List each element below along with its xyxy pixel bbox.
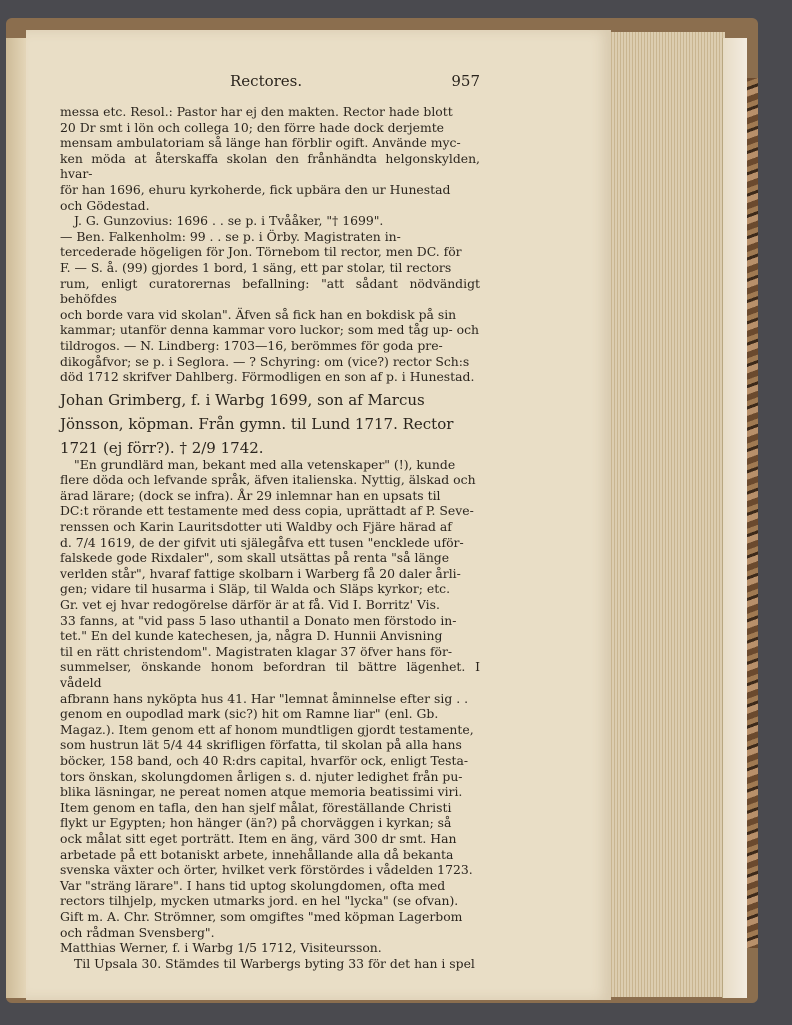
text-line: verlden står", hvaraf fattige skolbarn i Warberg få 20 daler årli-	[60, 565, 461, 581]
text-line: svenska växter och örter, hvilket verk förstördes i vådelden 1723.	[60, 862, 473, 878]
text-line: ock målat sitt eget porträtt. Item en äng, värd 300 dr smt. Han	[60, 830, 457, 846]
text-line: Til Upsala 30. Stämdes til Warbergs byting 33 för det han i spel	[74, 955, 475, 971]
text-line: mensam ambulatoriam så länge han förblir ogift. Använde myc-	[60, 135, 461, 151]
page-number: 957	[451, 72, 480, 90]
text-line: flykt ur Egypten; hon hänger (än?) på chorväggen i kyrkan; så	[60, 815, 452, 831]
text-line: tildrogos. — N. Lindberg: 1703—16, berömmes för goda pre-	[60, 337, 443, 353]
text-line: Magaz.). Item genom ett af honom mundtligen gjordt testamente,	[60, 721, 474, 737]
text-line: dikogåfvor; se p. i Seglora. — ? Schyring: om (vice?) rector Sch:s	[60, 353, 470, 369]
text-line: tors önskan, skolungdomen årligen s. d. njuter ledighet från pu-	[60, 768, 463, 784]
text-line: DC:t rörande ett testamente med dess copia, uprättadt af P. Seve-	[60, 503, 474, 519]
left-page-edge	[6, 38, 28, 998]
text-line: rum, enligt curatorernas befallning: "att sådant nödvändigt behöfdes	[60, 275, 480, 307]
text-line: d. 7/4 1619, de der gifvit uti själegåfva ett tusen "encklede uför-	[60, 534, 464, 550]
text-line: tercederade högeligen för Jon. Törnebom til rector, men DC. för	[60, 244, 462, 260]
text-line: til en rätt christendom". Magistraten klagar 37 öfver hans för-	[60, 643, 453, 659]
text-line: och borde vara vid skolan". Äfven så fick han en bokdisk på sin	[60, 306, 457, 322]
text-line: ken möda at återskaffa skolan den frånhändta helgonskylden, hvar-	[60, 150, 480, 182]
page-stack	[604, 32, 725, 997]
text-line: "En grundlärd man, bekant med alla vetenskaper" (!), kunde	[74, 456, 456, 472]
text-line: död 1712 skrifver Dahlberg. Förmodligen en son af p. i Hunestad.	[60, 369, 475, 385]
text-line: kammar; utanför denna kammar voro luckor; som med tåg up- och	[60, 322, 480, 338]
text-line: 20 Dr smt i lön och collega 10; den förre hade dock derjemte	[60, 119, 445, 135]
text-line: gen; vidare til husarma i Släp, til Walda och Släps kyrkor; etc.	[60, 581, 451, 597]
page-text	[60, 72, 480, 971]
header-title: Rectores.	[230, 72, 303, 90]
page-stack-edge	[722, 38, 747, 998]
text-line: ärad lärare; (dock se infra). År 29 inlemnar han en upsats til	[60, 487, 441, 503]
text-line: afbrann hans nyköpta hus 41. Har "lemnat åminnelse efter sig . .	[60, 690, 469, 706]
text-line: Johan Grimberg, f. i Warbg 1699, son af Marcus	[60, 390, 425, 409]
text-line: som hustrun lät 5/4 44 skrifligen författa, til skolan på alla hans	[60, 737, 462, 753]
running-header	[60, 72, 480, 90]
text-line: renssen och Karin Lauritsdotter uti Waldby och Fjäre härad af	[60, 519, 452, 535]
text-line: för han 1696, ehuru kyrkoherde, fick upbära den ur Hunestad	[60, 181, 451, 197]
text-line: Gr. vet ej hvar redogörelse därför är at få. Vid I. Borritz' Vis.	[60, 597, 440, 613]
text-line: och rådman Svensberg".	[60, 924, 215, 940]
text-line: J. G. Gunzovius: 1696 . . se p. i Tvååker, "† 1699".	[74, 213, 384, 229]
text-line: tet." En del kunde katechesen, ja, några D. Hunnii Anvisning	[60, 628, 443, 644]
text-line: falskede gode Rixdaler", som skall utsättas på renta "så länge	[60, 550, 450, 566]
text-line: messa etc. Resol.: Pastor har ej den makten. Rector hade blott	[60, 104, 453, 119]
text-line: arbetade på ett botaniskt arbete, innehållande alla då bekanta	[60, 846, 454, 862]
body-text	[60, 104, 480, 971]
text-line: Var "sträng lärare". I hans tid uptog skolungdomen, ofta med	[60, 877, 446, 893]
text-line: 1721 (ej förr?). † 2/9 1742.	[60, 438, 264, 457]
text-line: och Gödestad.	[60, 197, 150, 213]
text-line: Item genom en tafla, den han sjelf målat, föreställande Christi	[60, 799, 452, 815]
text-line: blika läsningar, ne pereat nomen atque memoria beatissimi viri.	[60, 784, 463, 800]
text-line: — Ben. Falkenholm: 99 . . se p. i Örby. Magistraten in-	[60, 228, 401, 244]
text-line: Jönsson, köpman. Från gymn. til Lund 1717. Rector	[60, 414, 454, 433]
text-line: böcker, 158 band, och 40 R:drs capital, hvarför ock, enligt Testa-	[60, 752, 469, 768]
text-line: Matthias Werner, f. i Warbg 1/5 1712, Visiteursson.	[60, 940, 382, 956]
text-line: F. — S. å. (99) gjordes 1 bord, 1 säng, ett par stolar, til rectors	[60, 259, 452, 275]
text-line: rectors tilhjelp, mycken utmarks jord. en hel "lycka" (se ofvan).	[60, 893, 459, 909]
text-line: 33 fanns, at "vid pass 5 laso uthantil a Donato men förstodo in-	[60, 612, 457, 628]
text-line: summelser, önskande honom befordran til bättre lägenhet. I vådeld	[60, 659, 480, 690]
text-line: genom en oupodlad mark (sic?) hit om Ramne liar" (enl. Gb.	[60, 706, 439, 722]
text-line: Gift m. A. Chr. Strömner, som omgiftes "med köpman Lagerbom	[60, 908, 463, 924]
text-line: flere döda och lefvande språk, äfven italienska. Nyttig, älskad och	[60, 472, 476, 488]
